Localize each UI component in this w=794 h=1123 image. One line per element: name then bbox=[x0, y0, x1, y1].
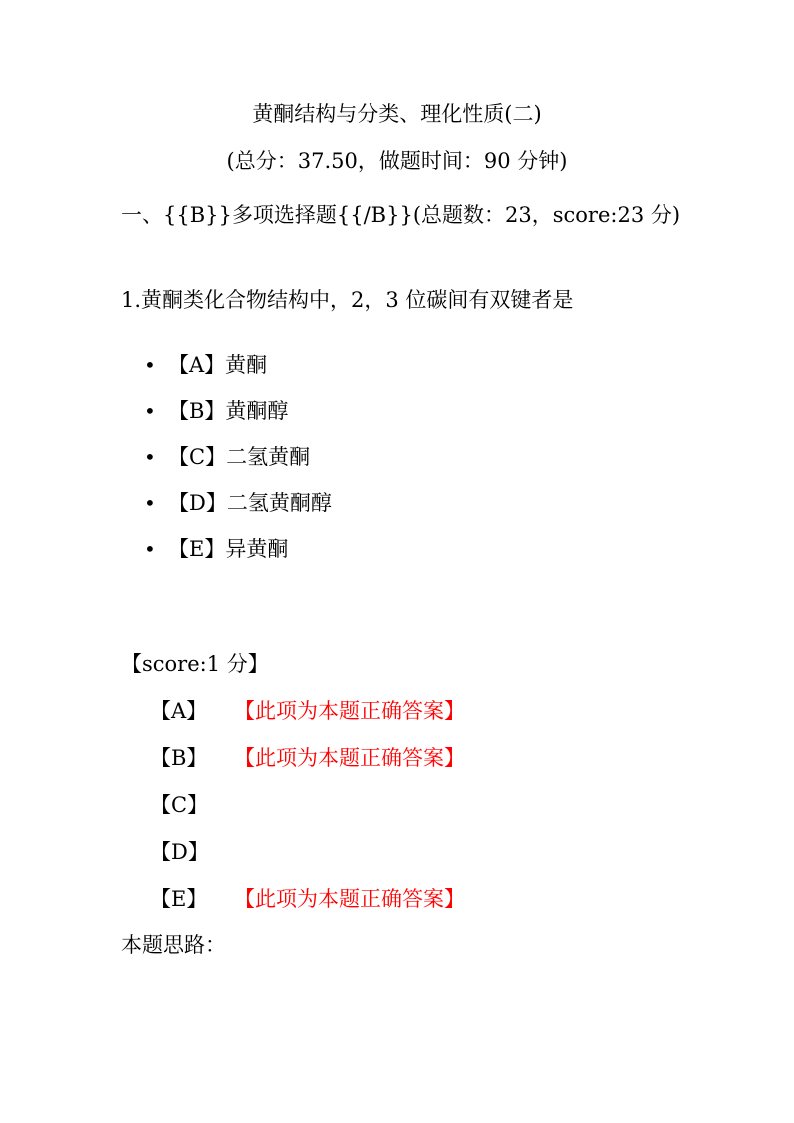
section-heading: 一、{{B}}多项选择题{{/B}}(总题数：23，score:23 分) bbox=[121, 203, 681, 227]
bullet-icon: • bbox=[144, 399, 156, 423]
option-label: 【C】二氢黄酮 bbox=[168, 445, 311, 469]
option-label: 【D】二氢黄酮醇 bbox=[168, 491, 332, 515]
answer-row-b bbox=[150, 742, 465, 789]
answer-row-d bbox=[150, 836, 465, 883]
answer-row-c bbox=[150, 789, 465, 836]
option-d bbox=[144, 487, 332, 533]
option-label: 【A】黄酮 bbox=[168, 353, 268, 377]
bullet-icon: • bbox=[144, 537, 156, 561]
document-subtitle: (总分：37.50，做题时间：90 分钟) bbox=[226, 149, 568, 173]
score-line: 【score:1 分】 bbox=[121, 652, 269, 676]
answer-row-e bbox=[150, 883, 465, 930]
correct-answer-mark: 【此项为本题正确答案】 bbox=[234, 887, 465, 911]
option-c bbox=[144, 441, 332, 487]
explanation-label: 本题思路： bbox=[121, 933, 226, 957]
question-text: 1.黄酮类化合物结构中，2，3 位碳间有双键者是 bbox=[121, 288, 574, 312]
answer-label: 【B】 bbox=[150, 746, 208, 770]
option-b bbox=[144, 395, 332, 441]
bullet-icon: • bbox=[144, 445, 156, 469]
option-label: 【B】黄酮醇 bbox=[168, 399, 289, 423]
answer-key-list bbox=[150, 695, 465, 930]
answer-label: 【D】 bbox=[150, 840, 209, 864]
bullet-icon: • bbox=[144, 353, 156, 377]
correct-answer-mark: 【此项为本题正确答案】 bbox=[234, 699, 465, 723]
options-list bbox=[144, 349, 332, 579]
bullet-icon: • bbox=[144, 491, 156, 515]
answer-row-a bbox=[150, 695, 465, 742]
answer-label: 【C】 bbox=[150, 793, 209, 817]
answer-label: 【E】 bbox=[150, 887, 208, 911]
answer-label: 【A】 bbox=[150, 699, 208, 723]
option-e bbox=[144, 533, 332, 579]
option-label: 【E】异黄酮 bbox=[168, 537, 289, 561]
option-a bbox=[144, 349, 332, 395]
correct-answer-mark: 【此项为本题正确答案】 bbox=[234, 746, 465, 770]
document-title: 黄酮结构与分类、理化性质(二) bbox=[252, 102, 542, 126]
